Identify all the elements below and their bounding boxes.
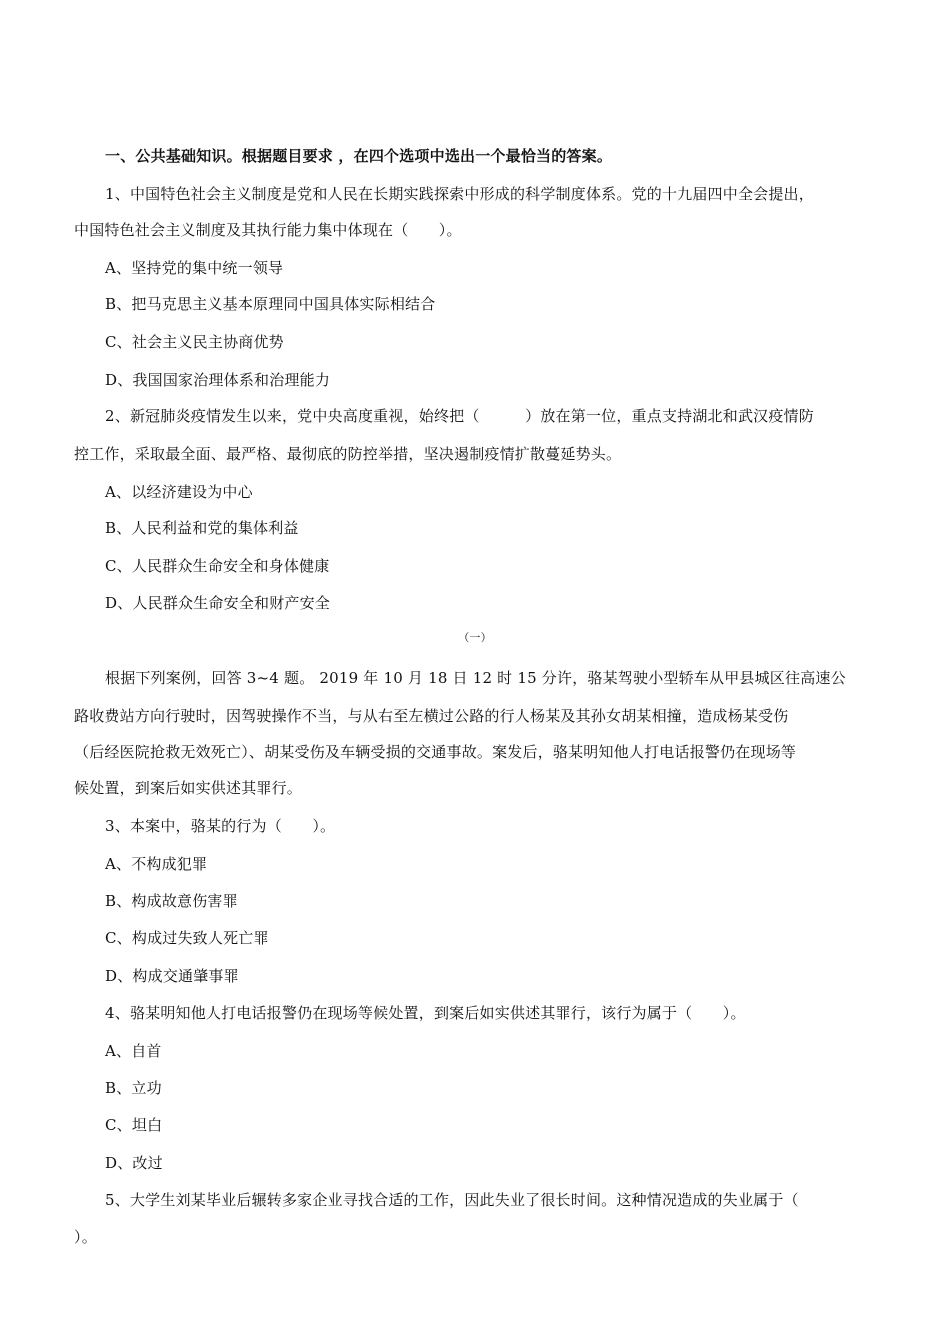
question-1-option-d: D、我国国家治理体系和治理能力 [105, 371, 331, 389]
question-3-text: 3、本案中，骆某的行为（ ）。 [105, 817, 336, 835]
question-2-option-d: D、人民群众生命安全和财产安全 [105, 594, 331, 612]
question-3-option-d: D、构成交通肇事罪 [105, 967, 239, 985]
question-3-option-c: C、构成过失致人死亡罪 [105, 929, 269, 947]
case-text-line-1: 根据下列案例，回答 3~4 题。 2019 年 10 月 18 日 12 时 15 分许，骆某驾驶小型轿车从甲县城区往高速公 [105, 669, 846, 687]
case-text-line-2: 路收费站方向行驶时，因驾驶操作不当，与从右至左横过公路的行人杨某及其孙女胡某相撞，造成杨某受伤 [74, 707, 789, 725]
question-1-text-line-1: 1、中国特色社会主义制度是党和人民在长期实践探索中形成的科学制度体系。党的十九届四中全会提出， [105, 185, 814, 203]
question-2-option-a: A、以经济建设为中心 [105, 483, 253, 501]
question-3-option-a: A、不构成犯罪 [105, 855, 208, 873]
question-4-option-a: A、自首 [105, 1042, 162, 1060]
question-1-text-line-2: 中国特色社会主义制度及其执行能力集中体现在（ ）。 [74, 221, 462, 239]
question-4-option-b: B、立功 [105, 1079, 162, 1097]
question-1-option-a: A、坚持党的集中统一领导 [105, 259, 284, 277]
question-4-text: 4、骆某明知他人打电话报警仍在现场等候处置，到案后如实供述其罪行，该行为属于（ ）。 [105, 1004, 746, 1022]
case-text-line-3: （后经医院抢救无效死亡）、胡某受伤及车辆受损的交通事故。案发后，骆某明知他人打电话报警仍在现场等 [74, 743, 797, 761]
case-text-line-4: 候处置，到案后如实供述其罪行。 [74, 779, 303, 797]
question-2-option-c: C、人民群众生命安全和身体健康 [105, 557, 330, 575]
question-5-text-line-2: ）。 [74, 1228, 97, 1246]
case-label: （一） [458, 631, 492, 644]
question-5-text-line-1: 5、大学生刘某毕业后辗转多家企业寻找合适的工作，因此失业了很长时间。这种情况造成的失业属于（ [105, 1191, 799, 1209]
question-2-text-line-1: 2、新冠肺炎疫情发生以来，党中央高度重视，始终把（ ）放在第一位，重点支持湖北和武汉疫情防 [105, 407, 814, 425]
question-1-option-c: C、社会主义民主协商优势 [105, 333, 284, 351]
question-1-option-b: B、把马克思主义基本原理同中国具体实际相结合 [105, 295, 436, 313]
section-title: 一、公共基础知识。根据题目要求 ，在四个选项中选出一个最恰当的答案。 [105, 147, 613, 165]
question-2-text-line-2: 控工作，采取最全面、最严格、最彻底的防控举措，坚决遏制疫情扩散蔓延势头。 [74, 445, 622, 463]
question-4-option-c: C、坦白 [105, 1116, 163, 1134]
question-2-option-b: B、人民利益和党的集体利益 [105, 519, 299, 537]
question-3-option-b: B、构成故意伤害罪 [105, 892, 238, 910]
question-4-option-d: D、改过 [105, 1154, 163, 1172]
